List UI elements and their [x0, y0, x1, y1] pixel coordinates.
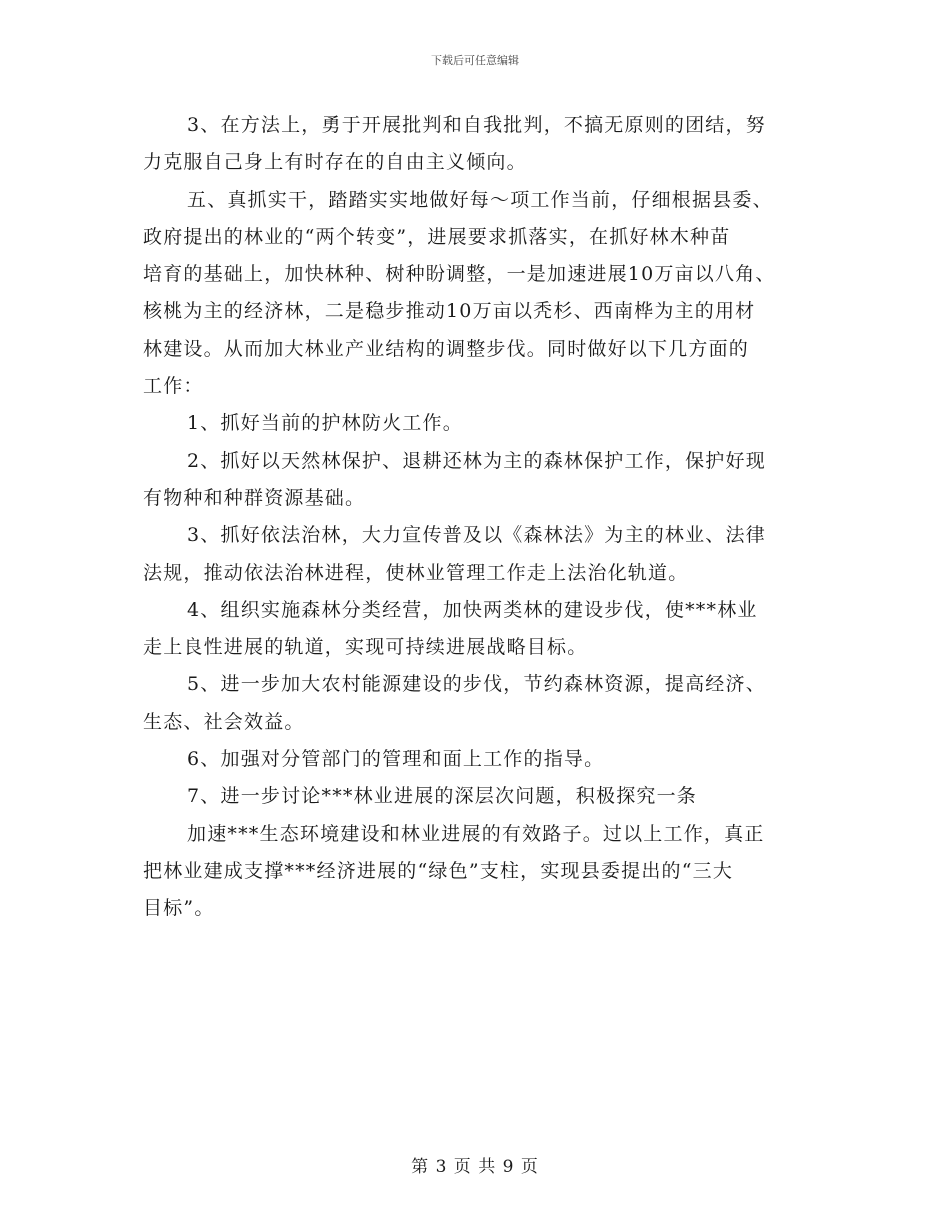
text-line: 5、进一步加大农村能源建设的步伐，节约森林资源，提高经济、	[187, 673, 766, 696]
text-line: 走上良性进展的轨道，实现可持续进展战略目标。	[143, 636, 588, 659]
text-line: 生态、社会效益。	[143, 710, 305, 733]
text-line: 法规，推动依法治林进程，使林业管理工作走上法治化轨道。	[143, 561, 689, 584]
text-line: 力克服自己身上有时存在的自由主义倾向。	[143, 151, 527, 174]
header-note: 下载后可任意编辑	[431, 54, 519, 67]
text-line: 加速***生态环境建设和林业进展的有效路子。过以上工作，真正	[187, 822, 765, 845]
text-line: 6、加强对分管部门的管理和面上工作的指导。	[187, 748, 605, 771]
text-line: 3、在方法上，勇于开展批判和自我批判，不搞无原则的团结，努	[187, 114, 766, 136]
text-line: 1、抓好当前的护林防火工作。	[187, 412, 463, 435]
text-line: 林建设。从而加大林业产业结构的调整步伐。同时做好以下几方面的	[143, 337, 750, 360]
text-line: 把林业建成支撑***经济进展的“绿色”支柱，实现县委提出的“三大	[143, 859, 734, 882]
text-line: 4、组织实施森林分类经营，加快两类林的建设步伐，使***林业	[187, 598, 758, 621]
document-body	[143, 107, 813, 928]
text-line: 2、抓好以天然林保护、退耕还林为主的森林保护工作，保护好现	[187, 449, 766, 472]
text-line: 目标”。	[143, 897, 215, 920]
text-line: 7、进一步讨论***林业进展的深层次问题，积极探究一条	[187, 785, 697, 808]
text-line: 有物种和种群资源基础。	[143, 486, 366, 509]
text-line: 五、真抓实干，踏踏实实地做好每～项工作当前，仔细根据县委、	[187, 188, 773, 211]
text-line: 政府提出的林业的“两个转变”，进展要求抓落实，在抓好林木种苗	[143, 225, 731, 248]
text-line: 培育的基础上，加快林种、树种盼调整，一是加速进展10万亩以八角、	[143, 263, 776, 286]
text-line: 核桃为主的经济林，二是稳步推动10万亩以秃杉、西南桦为主的用材	[143, 300, 756, 323]
text-line: 3、抓好依法治林，大力宣传普及以《森林法》为主的林业、法律	[187, 524, 766, 547]
page-number: 第 3 页 共 9 页	[411, 1157, 539, 1177]
text-line: 工作：	[143, 375, 204, 398]
